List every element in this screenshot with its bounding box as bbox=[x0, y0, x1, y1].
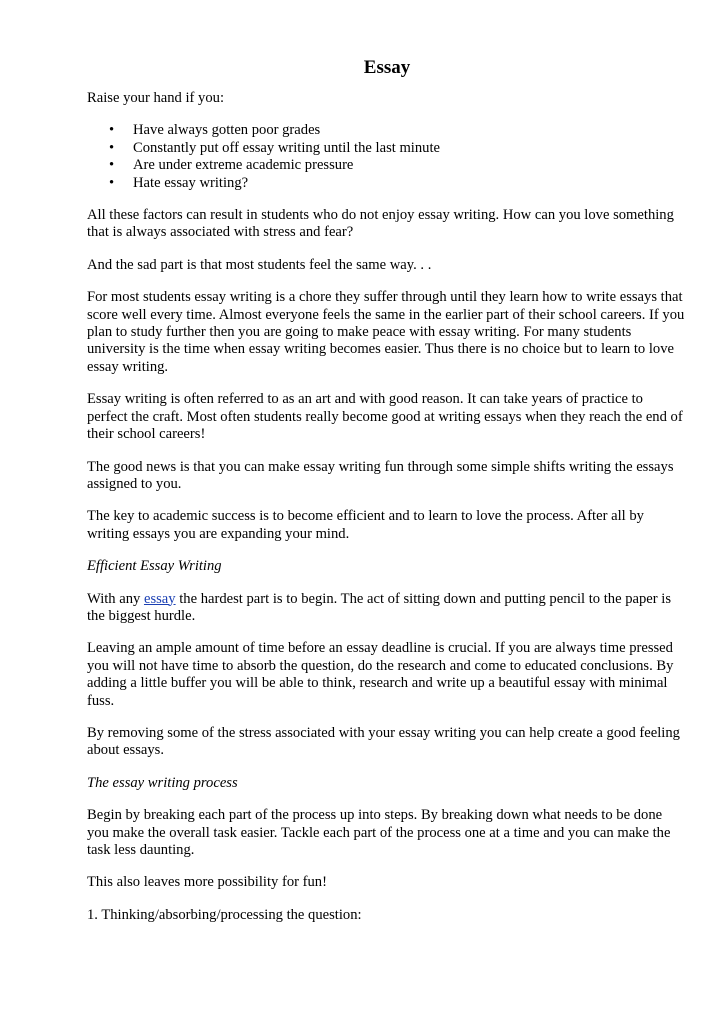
bullet-icon: • bbox=[109, 139, 115, 156]
list-item-text: Hate essay writing? bbox=[133, 174, 249, 191]
intro-text: Raise your hand if you: bbox=[87, 90, 224, 106]
bullet-icon: • bbox=[109, 157, 115, 174]
page-title: Essay bbox=[363, 57, 411, 78]
paragraph: Begin by breaking each part of the process up into steps. By breaking down what needs to be done you make the overall task easier. Tackle each part of the process one at a time and you can make the task less daunting. bbox=[87, 807, 671, 858]
list-item bbox=[87, 157, 687, 174]
paragraph: For most students essay writing is a chore they suffer through until they learn how to write essays that score well every time. Almost everyone feels the same in the earlier part of their school careers. If you plan to study further then you are going to make peace with essay writing. For many students university is the time when essay writing becomes easier. Thus there is no choice but to learn to love essay writing. bbox=[87, 289, 685, 375]
paragraph: All these factors can result in students who do not enjoy essay writing. How can you love something that is always associated with stress and fear? bbox=[87, 207, 674, 241]
paragraph: This also leaves more possibility for fun! bbox=[87, 874, 327, 891]
paragraph: The key to academic success is to become efficient and to learn to love the process. After all by writing essays you are expanding your mind. bbox=[87, 508, 644, 542]
list-item bbox=[87, 122, 687, 139]
bullet-icon: • bbox=[109, 122, 115, 139]
bullet-list bbox=[87, 122, 687, 192]
paragraph: The good news is that you can make essay writing fun through some simple shifts writing the essays assigned to you. bbox=[87, 458, 674, 492]
link-paragraph-after: the hardest part is to begin. The act of sitting down and putting pencil to the paper is the biggest hurdle. bbox=[87, 590, 671, 624]
paragraph: Essay writing is often referred to as an art and with good reason. It can take years of practice to perfect the craft. Most often students really become good at writing essays when they reach the end of their school careers! bbox=[87, 391, 683, 443]
link-paragraph-before: With any bbox=[87, 590, 144, 607]
document-page bbox=[87, 57, 687, 939]
section-heading-efficient: Efficient Essay Writing bbox=[87, 558, 222, 575]
paragraph: 1. Thinking/absorbing/processing the question: bbox=[87, 906, 362, 923]
bullet-icon: • bbox=[109, 174, 115, 191]
paragraph: By removing some of the stress associated with your essay writing you can help create a good feeling about essays. bbox=[87, 724, 680, 759]
section-heading-process: The essay writing process bbox=[87, 774, 238, 791]
list-item bbox=[87, 140, 687, 157]
paragraph: Leaving an ample amount of time before an essay deadline is crucial. If you are always time pressed you will not have time to absorb the question, do the research and come to educated conclusions. By adding a little buffer you will be able to think, research and write up a beautiful essay with minimal fuss. bbox=[87, 640, 674, 709]
list-item-text: Are under extreme academic pressure bbox=[133, 157, 354, 174]
paragraph: And the sad part is that most students feel the same way. . . bbox=[87, 256, 432, 273]
list-item bbox=[87, 175, 687, 192]
list-item-text: Have always gotten poor grades bbox=[133, 122, 321, 139]
paragraph-with-link bbox=[87, 591, 687, 626]
essay-link[interactable]: essay bbox=[143, 590, 176, 607]
list-item-text: Constantly put off essay writing until the last minute bbox=[133, 139, 440, 156]
